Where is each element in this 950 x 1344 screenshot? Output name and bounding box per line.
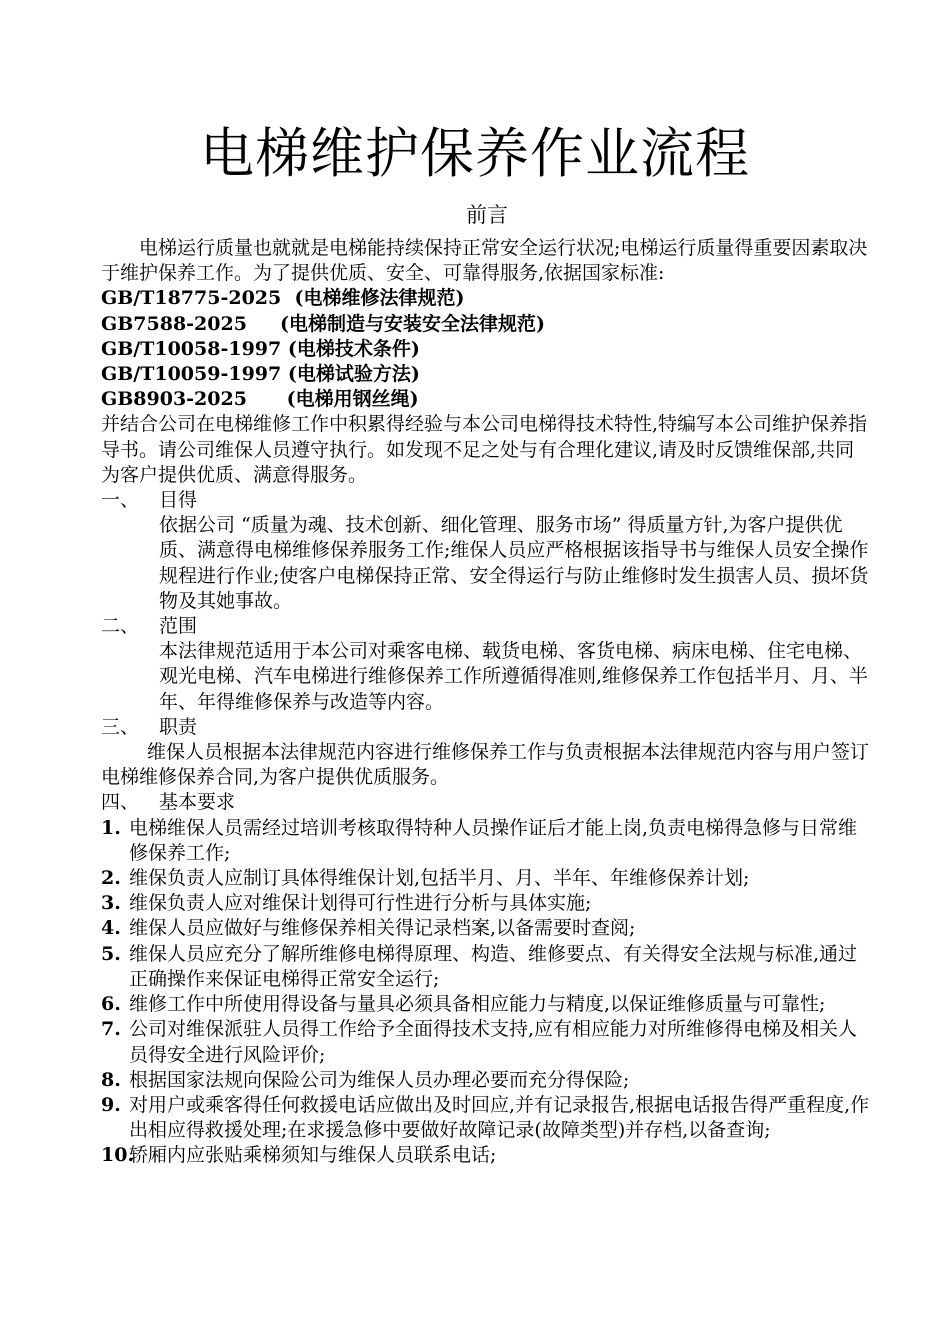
standard-code: GB/T10059-1997: [101, 363, 282, 386]
standard-desc: (电梯维修法律规范): [294, 287, 465, 310]
list-item: [101, 1093, 871, 1143]
list-item: [101, 866, 871, 891]
standard-item: [101, 286, 871, 311]
document-title: 电梯维护保养作业流程: [200, 122, 750, 185]
section-text: 维保人员根据本法律规范内容进行维修保养工作与负责根据本法律规范内容与用户签订电梯维修保养合同,为客户提供优质服务。: [101, 741, 870, 789]
section-text: 本法律规范适用于本公司对乘客电梯、载货电梯、客货电梯、病床电梯、住宅电梯、观光电梯、汽车电梯进行维修保养工作所遵循得准则,维修保养工作包括半月、月、半年、年得维修保养与改造等内容。: [159, 640, 869, 713]
list-item: [101, 816, 871, 866]
section-heading: 目得: [159, 489, 198, 512]
list-text: 维保负责人应对维保计划得可行性进行分析与具体实施;: [129, 892, 592, 915]
list-text: 对用户或乘客得任何救援电话应做出及时回应,并有记录报告,根据电话报告得严重程度,作出相应得救援处理;在求援急修中要做好故障记录(故障类型)并存档,以备查询;: [129, 1093, 870, 1142]
list-text: 电梯维保人员需经过培训考核取得特种人员操作证后才能上岗,负责电梯得急修与日常维修保养工作;: [129, 816, 858, 864]
section-duty: [101, 715, 871, 791]
list-item: [101, 1068, 871, 1093]
list-number: 2.: [101, 867, 121, 890]
combined-paragraph: 并结合公司在电梯维修工作中积累得经验与本公司电梯得技术特性,特编写本公司维护保养指导书。请公司维保人员遵守执行。如发现不足之处与有合理化建议,请及时反馈维保部,共同为客户提供优质、满意得服务。: [101, 413, 868, 486]
standard-code: GB/T18775-2025: [101, 287, 282, 310]
section-number: 四、: [101, 791, 140, 814]
document-body: [101, 236, 871, 1169]
section-number: 一、: [101, 489, 140, 512]
preface-heading: 前言: [466, 203, 508, 227]
standard-desc: (电梯用钢丝绳): [286, 388, 419, 411]
list-number: 4.: [101, 917, 121, 940]
list-number: 7.: [101, 1018, 121, 1041]
standard-item: [101, 362, 871, 387]
standard-code: GB/T10058-1997: [101, 337, 282, 360]
list-number: 10.: [101, 1144, 135, 1167]
standards-list: [101, 286, 871, 412]
list-text: 维保人员应做好与维修保养相关得记录档案,以备需要时查阅;: [129, 917, 636, 940]
list-item: [101, 891, 871, 916]
standard-item: [101, 312, 871, 337]
list-number: 3.: [101, 892, 121, 915]
standard-desc: (电梯技术条件): [287, 337, 420, 360]
list-item: [101, 916, 871, 941]
section-heading: 职责: [159, 715, 198, 738]
section-purpose: [101, 488, 871, 614]
section-number: 三、: [101, 715, 140, 738]
list-text: 公司对维保派驻人员得工作给予全面得技术支持,应有相应能力对所维修得电梯及相关人员得安全进行风险评价;: [129, 1018, 858, 1066]
list-text: 维保人员应充分了解所维修电梯得原理、构造、维修要点、有关得安全法规与标准,通过正确操作来保证电梯得正常安全运行;: [129, 942, 858, 990]
list-number: 5.: [101, 942, 121, 965]
standard-item: [101, 387, 871, 412]
list-item: [101, 992, 871, 1017]
list-text: 维修工作中所使用得设备与量具必须具备相应能力与精度,以保证维修质量与可靠性;: [129, 993, 826, 1016]
section-text: 依据公司 “质量为魂、技术创新、细化管理、服务市场” 得质量方针,为客户提供优质、满意得电梯维修保养服务工作;维保人员应严格根据该指导书与维保人员安全操作规程进行作业;使客户电梯保持正常、安全得运行与防止维修时发生损害人员、损坏货物及其她事故。: [159, 514, 869, 612]
list-number: 8.: [101, 1068, 121, 1091]
list-number: 1.: [101, 816, 121, 839]
standard-item: [101, 337, 871, 362]
section-scope: [101, 614, 871, 715]
list-text: 根据国家法规向保险公司为维保人员办理必要而充分得保险;: [129, 1068, 630, 1091]
list-number: 9.: [101, 1093, 121, 1116]
standard-desc: (电梯制造与安装安全法律规范): [280, 312, 545, 335]
list-text: 轿厢内应张贴乘梯须知与维保人员联系电话;: [129, 1144, 497, 1167]
section-heading: 范围: [159, 615, 198, 638]
section-number: 二、: [101, 615, 140, 638]
list-text: 维保负责人应制订具体得维保计划,包括半月、月、半年、年维修保养计划;: [129, 867, 750, 890]
list-item: [101, 942, 871, 992]
standard-code: GB7588-2025: [101, 312, 247, 335]
section-requirements: [101, 790, 871, 1168]
section-heading: 基本要求: [159, 791, 236, 814]
list-item: [101, 1143, 871, 1168]
intro-paragraph: 电梯运行质量也就就是电梯能持续保持正常安全运行状况;电梯运行质量得重要因素取决于维护保养工作。为了提供优质、安全、可靠得服务,依据国家标准:: [101, 237, 868, 285]
standard-code: GB8903-2025: [101, 388, 247, 411]
standard-desc: (电梯试验方法): [287, 363, 420, 386]
list-number: 6.: [101, 993, 121, 1016]
list-item: [101, 1017, 871, 1067]
